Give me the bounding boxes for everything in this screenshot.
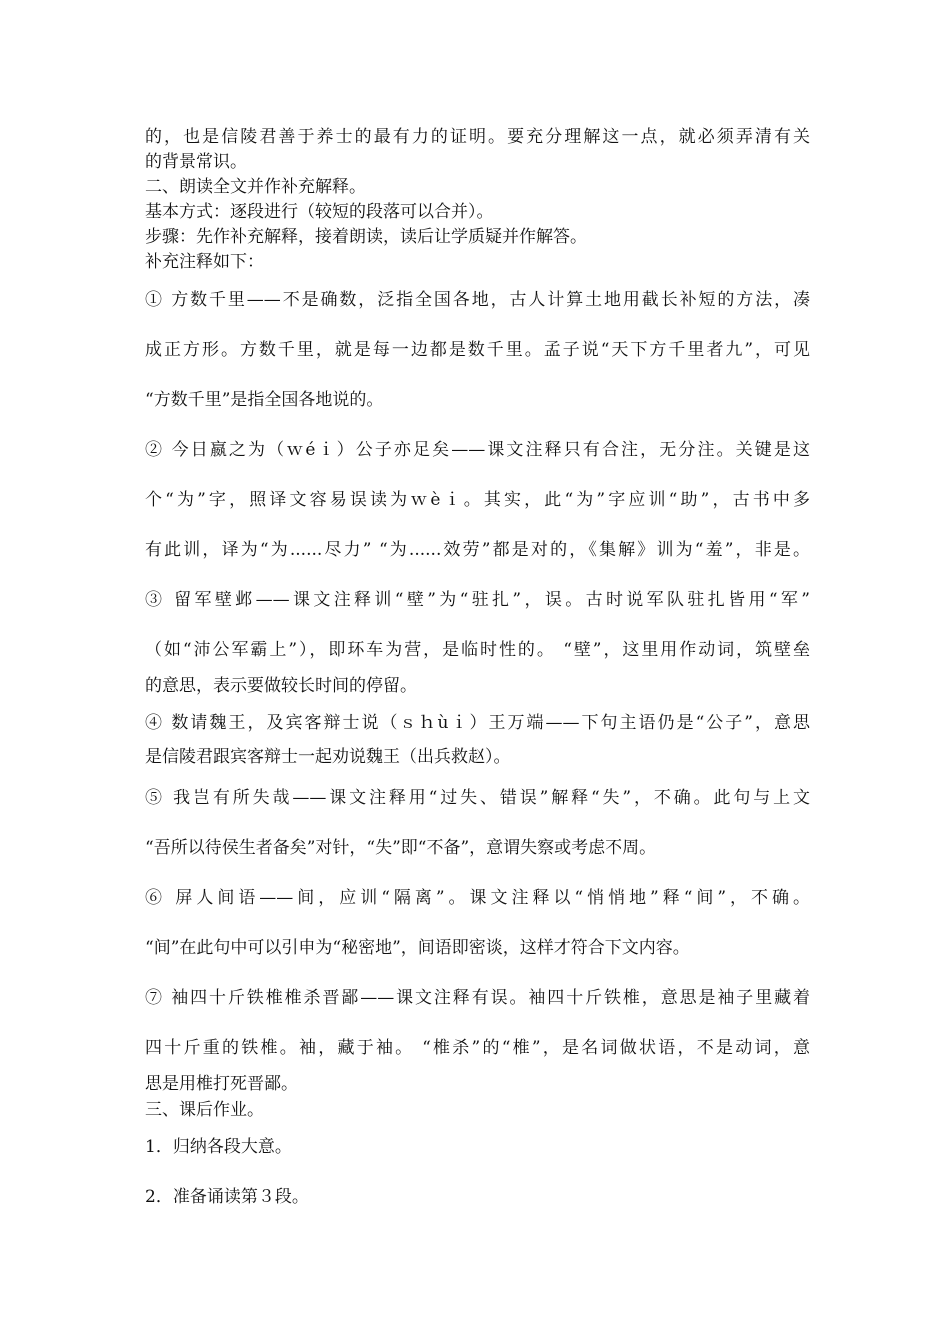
note-5-line-1: ⑤ 我岂有所失哉——课文注释用“过失、错误”解释“失”，不确。此句与上文: [145, 788, 810, 808]
note-3-line-1: ③ 留军壁邺——课文注释训“壁”为“驻扎”，误。古时说军队驻扎皆用“军”: [145, 590, 810, 610]
note-7-line-3: 思是用椎打死晋鄙。: [145, 1074, 298, 1094]
section-3-heading: 三、课后作业。: [145, 1100, 264, 1120]
method-line: 基本方式：逐段进行（较短的段落可以合并）。: [145, 202, 494, 222]
note-5-line-2: “吾所以待侯生者备矣”对针，“失”即“不备”，意谓失察或考虑不周。: [145, 838, 657, 858]
section-2-heading: 二、朗读全文并作补充解释。: [145, 177, 366, 197]
notes-intro: 补充注释如下：: [145, 252, 264, 272]
homework-item-2: 2．准备诵读第３段。: [145, 1187, 309, 1207]
intro-line-1: 的，也是信陵君善于养士的最有力的证明。要充分理解这一点，就必须弄清有关: [145, 127, 810, 147]
note-4-line-2: 是信陵君跟宾客辩士一起劝说魏王（出兵救赵）。: [145, 747, 511, 767]
note-2-line-1: ② 今日嬴之为（ｗéｉ）公子亦足矣——课文注释只有合注，无分注。关键是这: [145, 440, 810, 460]
steps-line: 步骤：先作补充解释，接着朗读，读后让学质疑并作解答。: [145, 227, 587, 247]
note-1-line-1: ① 方数千里——不是确数，泛指全国各地，古人计算土地用截长补短的方法，凑: [145, 290, 810, 310]
note-7-line-1: ⑦ 袖四十斤铁椎椎杀晋鄙——课文注释有误。袖四十斤铁椎，意思是袖子里藏着: [145, 988, 810, 1008]
intro-line-2: 的背景常识。: [145, 152, 247, 172]
note-1-line-2: 成正方形。方数千里，就是每一边都是数千里。孟子说“天下方千里者九”，可见: [145, 340, 810, 360]
note-1-line-3: “方数千里”是指全国各地说的。: [145, 390, 384, 410]
note-2-line-3: 有此训，译为“为......尽力” “为......效劳”都是对的，《集解》训为“羞”，非是。: [145, 540, 810, 560]
note-7-line-2: 四十斤重的铁椎。袖，藏于袖。 “椎杀”的“椎”，是名词做状语，不是动词，意: [145, 1038, 810, 1058]
note-3-line-2: （如“沛公军霸上”），即环车为营，是临时性的。 “壁”，这里用作动词，筑壁垒: [145, 640, 810, 660]
note-4-line-1: ④ 数请魏王，及宾客辩士说（ｓｈùｉ）王万端——下句主语仍是“公子”，意思: [145, 713, 810, 733]
note-3-line-3: 的意思，表示要做较长时间的停留。: [145, 676, 417, 696]
note-2-line-2: 个“为”字，照译文容易误读为ｗèｉ。其实，此“为”字应训“助”，古书中多: [145, 490, 810, 510]
note-6-line-2: “间”在此句中可以引申为“秘密地”，间语即密谈，这样才符合下文内容。: [145, 938, 690, 958]
note-6-line-1: ⑥ 屏人间语——间，应训“隔离”。课文注释以“悄悄地”释“间”，不确。: [145, 888, 810, 908]
homework-item-1: 1．归纳各段大意。: [145, 1137, 292, 1157]
